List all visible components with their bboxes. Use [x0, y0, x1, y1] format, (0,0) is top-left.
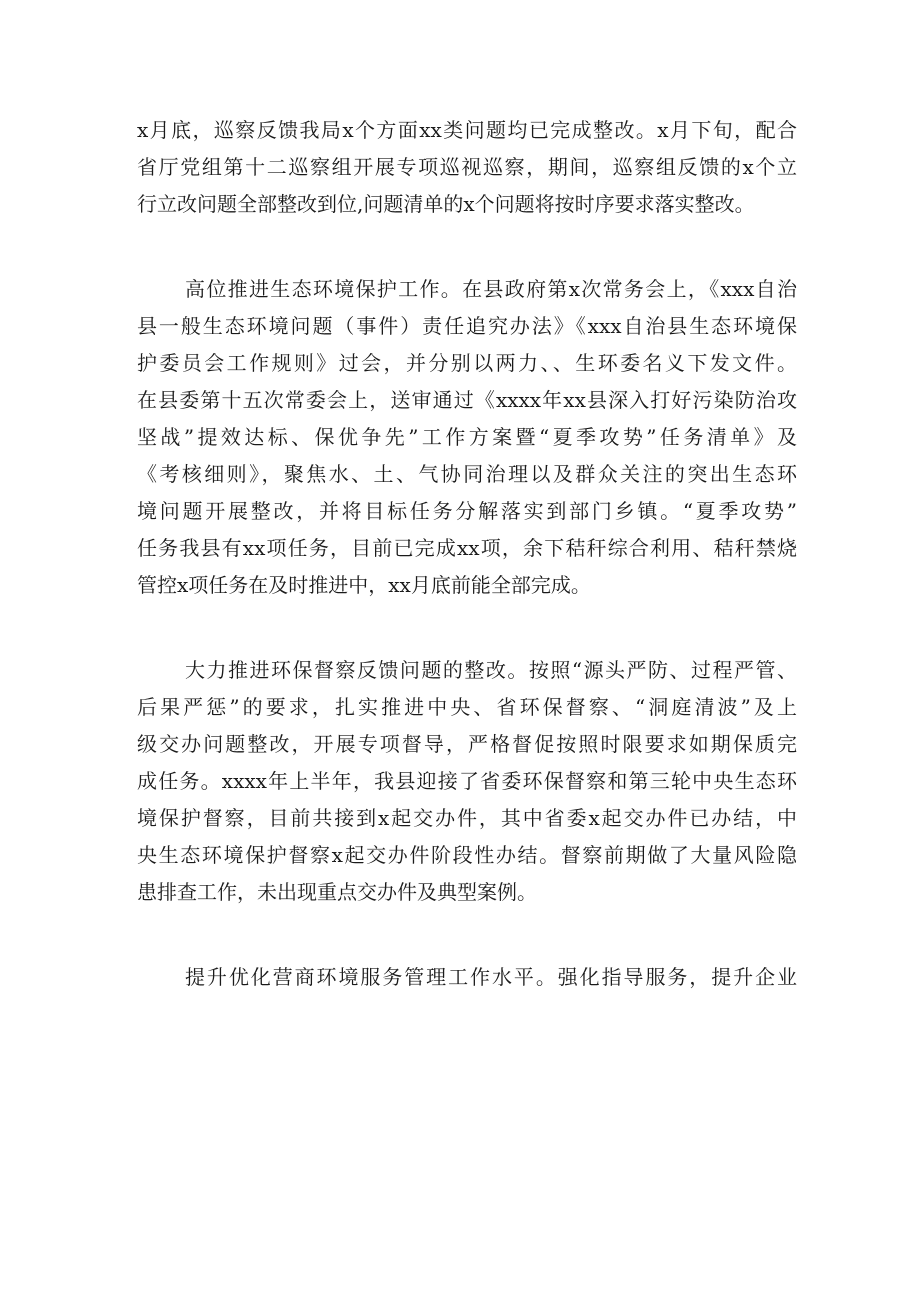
text-line: 成任务。xxxx年上半年，我县迎接了省委环保督察和第三轮中央生态环: [137, 769, 797, 793]
paragraph-spacer: [137, 223, 797, 271]
text-line: 《考核细则》，聚焦水、土、气协同治理以及群众关注的突出生态环: [137, 462, 797, 486]
text-line: 县一般生态环境问题（事件）责任追究办法》《xxx自治县生态环境保: [137, 314, 797, 338]
text-line: 管控x项任务在及时推进中，xx月底前能全部完成。: [137, 573, 591, 597]
text-line: 央生态环境保护督察x起交办件阶段性办结。督察前期做了大量风险隐: [137, 843, 797, 867]
text-line: 提升优化营商环境服务管理工作水平。强化指导服务，提升企业: [185, 965, 797, 989]
text-line: 境问题开展整改，并将目标任务分解落实到部门乡镇。“夏季攻势”: [137, 499, 797, 523]
text-line: 患排查工作，未出现重点交办件及典型案例。: [137, 880, 537, 904]
text-line: 省厅党组第十二巡察组开展专项巡视巡察，期间，巡察组反馈的x个立: [137, 155, 797, 179]
text-line: 行立改问题全部整改到位,问题清单的x个问题将按时序要求落实整改。: [137, 192, 755, 216]
paragraph-ecological-protection: [137, 271, 797, 604]
paragraph-environmental-inspection: [137, 652, 797, 911]
paragraph-spacer: [137, 604, 797, 652]
paragraph-business-environment: [137, 959, 797, 996]
paragraph-inspection-rectification: [137, 112, 797, 223]
text-line: 护委员会工作规则》过会，并分别以两力、、生环委名义下发文件。: [137, 351, 797, 375]
text-line: 在县委第十五次常委会上，送审通过《xxxx年xx县深入打好污染防治攻: [137, 388, 797, 412]
text-line: 坚战”提效达标、保优争先”工作方案暨“夏季攻势”任务清单》及: [137, 425, 797, 449]
text-line: 大力推进环保督察反馈问题的整改。按照“源头严防、过程严管、: [185, 658, 797, 682]
text-line: 境保护督察，目前共接到x起交办件，其中省委x起交办件已办结，中: [137, 806, 797, 830]
text-line: 任务我县有xx项任务，目前已完成xx项，余下秸秆综合利用、秸秆禁烧: [137, 536, 797, 560]
text-line: 后果严惩”的要求，扎实推进中央、省环保督察、“洞庭清波”及上: [137, 695, 797, 719]
document-body: [137, 112, 797, 996]
text-line: x月底，巡察反馈我局x个方面xx类问题均已完成整改。x月下旬，配合: [137, 118, 797, 142]
text-line: 级交办问题整改，开展专项督导，严格督促按照时限要求如期保质完: [137, 732, 797, 756]
paragraph-spacer: [137, 911, 797, 959]
text-line: 高位推进生态环境保护工作。在县政府第x次常务会上，《xxx自治: [185, 277, 797, 301]
